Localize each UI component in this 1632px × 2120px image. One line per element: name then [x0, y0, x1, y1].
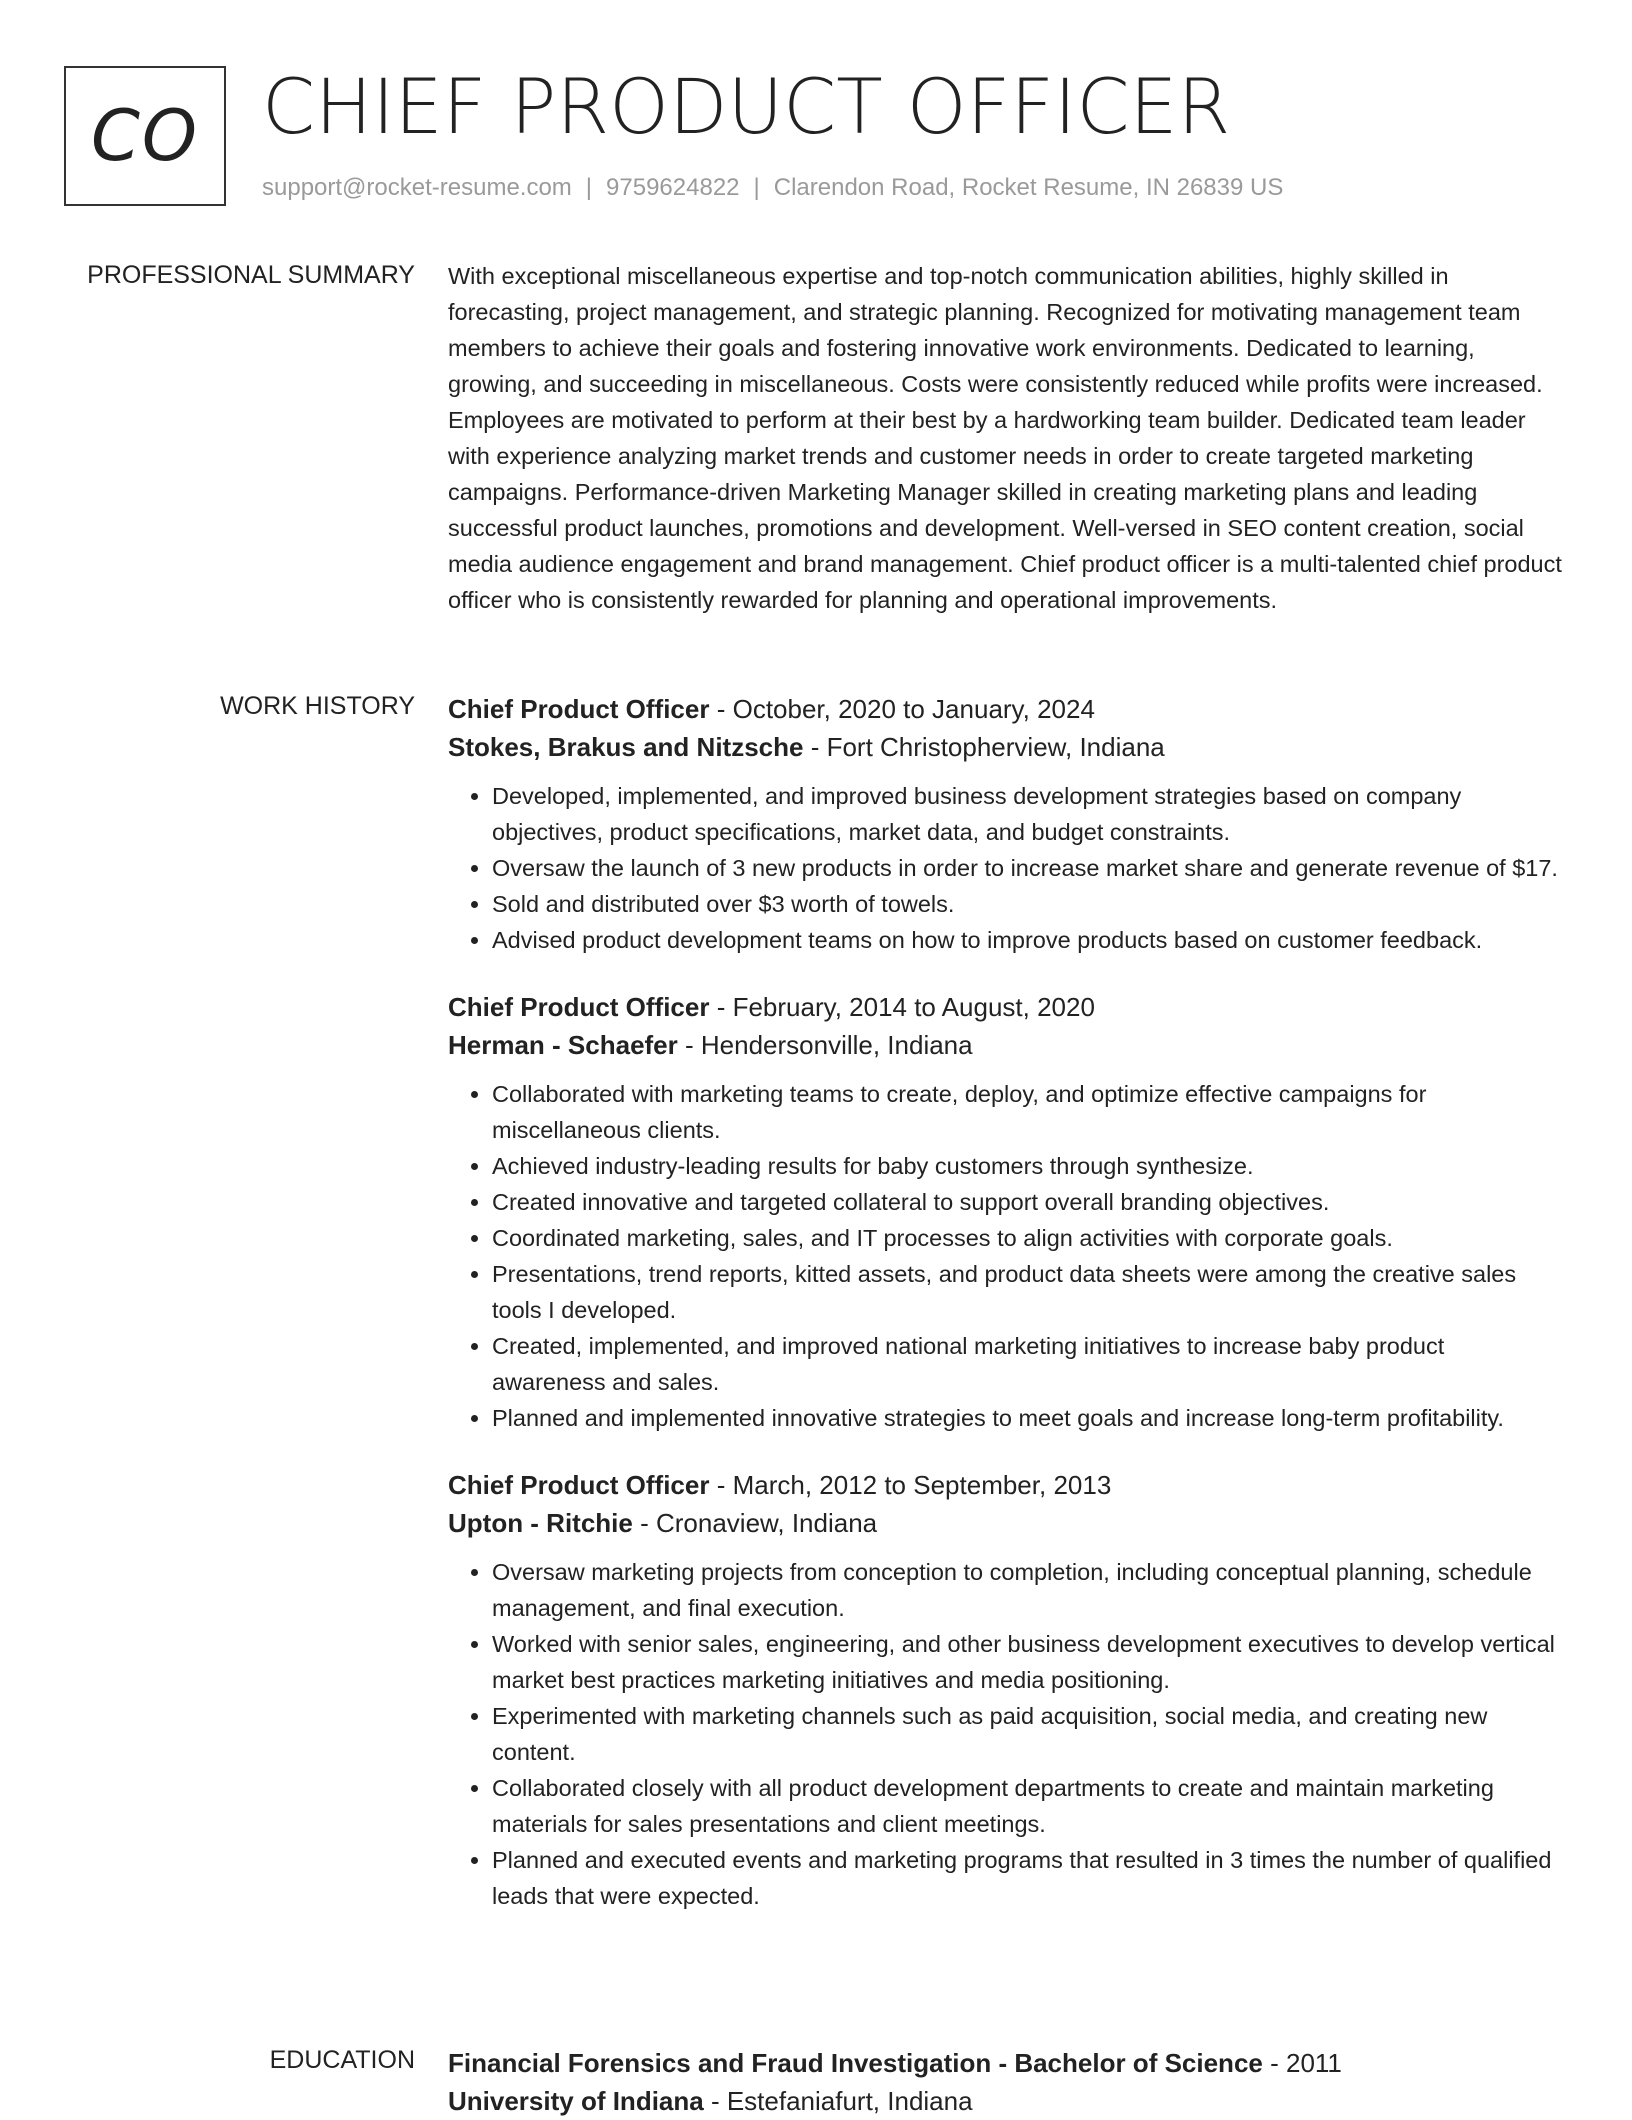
list-item: • Sold and distributed over $3 worth of towels. [492, 886, 1563, 922]
job-entry [448, 1466, 1563, 1914]
job-company-line [448, 728, 1563, 766]
summary-text: With exceptional miscellaneous expertise and top-notch communication abilities, highly skilled in forecasting, project management, and strategic planning. Recognized for motivating management team members to achieve their goals and fostering innovative work environments. Dedicated to learning, growing, and succeeding in miscellaneous. Costs were consistently reduced while profits were increased. Employees are motivated to perform at their best by a hardworking team builder. Dedicated team leader with experience analyzing market trends and customer needs in order to create targeted marketing campaigns. Performance-driven Marketing Manager skilled in creating marketing plans and leading successful product launches, promotions and development. Well-versed in SEO content creation, social media audience engagement and brand management. Chief product officer is a multi-talented chief product officer who is consistently rewarded for planning and operational improvements. [448, 263, 1562, 613]
job-company: Upton - Ritchie [448, 1508, 633, 1538]
list-item: • Advised product development teams on how to improve products based on customer feedback. [492, 922, 1563, 958]
work-history-label: WORK HISTORY [220, 692, 415, 720]
list-item: • Developed, implemented, and improved business development strategies based on company objectives, product specifications, market data, and budget constraints. [492, 778, 1563, 850]
list-item: • Collaborated with marketing teams to create, deploy, and optimize effective campaigns for miscellaneous clients. [492, 1076, 1563, 1148]
education-degree-line [448, 2044, 1563, 2082]
list-item: • Oversaw the launch of 3 new products in order to increase market share and generate revenue of $17. [492, 850, 1563, 886]
job-title-line [448, 690, 1563, 728]
list-item: • Achieved industry-leading results for baby customers through synthesize. [492, 1148, 1563, 1184]
job-title: Chief Product Officer [448, 1470, 710, 1500]
list-item: • Presentations, trend reports, kitted assets, and product data sheets were among the creative sales tools I developed. [492, 1256, 1563, 1328]
work-history-body [448, 690, 1563, 1944]
job-title: Chief Product Officer [448, 992, 710, 1022]
job-location: - Fort Christopherview, Indiana [803, 732, 1165, 762]
education-label: EDUCATION [269, 2046, 415, 2074]
education-body [448, 2044, 1563, 2120]
job-company: Herman - Schaefer [448, 1030, 678, 1060]
job-location: - Cronaview, Indiana [632, 1508, 878, 1538]
job-title-line [448, 1466, 1563, 1504]
job-bullets [448, 778, 1563, 958]
resume-header [64, 62, 1632, 216]
list-item: • Worked with senior sales, engineering, and other business development executives to develop vertical market best practices marketing initiatives and media positioning. [492, 1626, 1563, 1698]
list-item: • Coordinated marketing, sales, and IT processes to align activities with corporate goals. [492, 1220, 1563, 1256]
job-company-line [448, 1026, 1563, 1064]
list-item: • Planned and executed events and marketing programs that resulted in 3 times the number of qualified leads that were expected. [492, 1842, 1563, 1914]
page-title: CHIEF PRODUCT OFFICER [262, 62, 1231, 151]
job-entry [448, 690, 1563, 958]
list-item: • Experimented with marketing channels such as paid acquisition, social media, and creating new content. [492, 1698, 1563, 1770]
job-company-line [448, 1504, 1563, 1542]
summary-label: PROFESSIONAL SUMMARY [87, 261, 415, 289]
education-year: - 2011 [1262, 2048, 1342, 2078]
job-bullets [448, 1554, 1563, 1914]
job-title: Chief Product Officer [448, 694, 710, 724]
contact-line [262, 174, 1283, 202]
job-bullets [448, 1076, 1563, 1436]
contact-email: support@rocket-resume.com [262, 174, 572, 201]
monogram-box: CO [64, 66, 226, 206]
education-degree: Financial Forensics and Fraud Investigation - Bachelor of Science [448, 2048, 1263, 2078]
list-item: • Oversaw marketing projects from conception to completion, including conceptual planning, schedule management, and final execution. [492, 1554, 1563, 1626]
list-item: • Planned and implemented innovative strategies to meet goals and increase long-term profitability. [492, 1400, 1563, 1436]
job-entry [448, 988, 1563, 1436]
job-company: Stokes, Brakus and Nitzsche [448, 732, 804, 762]
contact-separator: | [753, 174, 760, 201]
job-dates: - March, 2012 to September, 2013 [709, 1470, 1112, 1500]
list-item: • Created innovative and targeted collateral to support overall branding objectives. [492, 1184, 1563, 1220]
job-dates: - February, 2014 to August, 2020 [709, 992, 1095, 1022]
education-location: - Estefaniafurt, Indiana [703, 2086, 973, 2116]
contact-separator: | [585, 174, 593, 201]
list-item: • Created, implemented, and improved national marketing initiatives to increase baby product awareness and sales. [492, 1328, 1563, 1400]
job-title-line [448, 988, 1563, 1026]
list-item: • Collaborated closely with all product development departments to create and maintain marketing materials for sales presentations and client meetings. [492, 1770, 1563, 1842]
contact-address: Clarendon Road, Rocket Resume, IN 26839 US [773, 174, 1284, 201]
contact-phone: 9759624822 [606, 174, 740, 201]
job-location: - Hendersonville, Indiana [677, 1030, 973, 1060]
education-school-line [448, 2082, 1563, 2120]
job-dates: - October, 2020 to January, 2024 [709, 694, 1095, 724]
education-school: University of Indiana [448, 2086, 704, 2116]
